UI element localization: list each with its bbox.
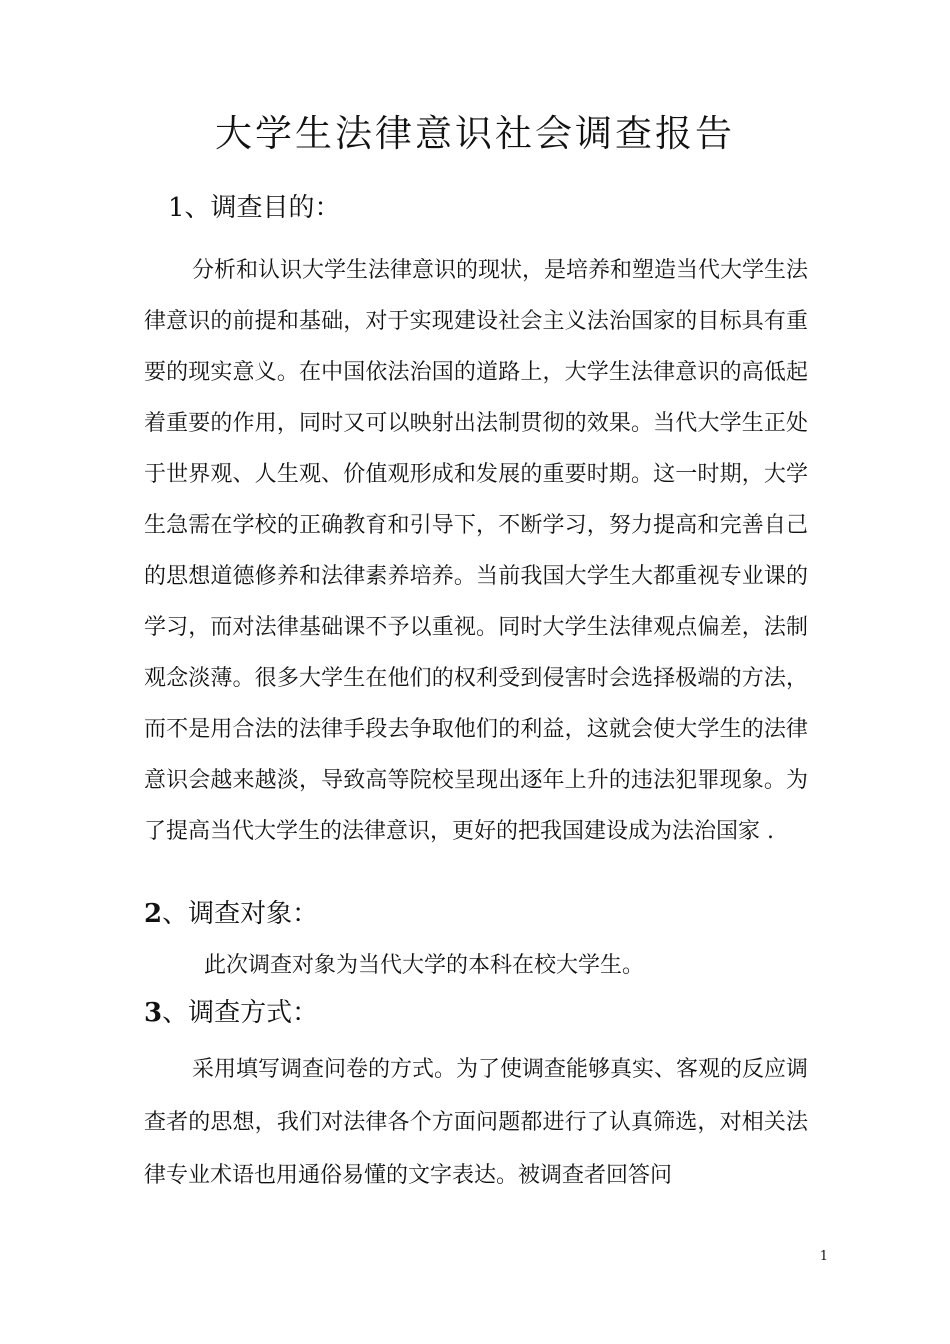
section-paragraph-subject: 此次调查对象为当代大学的本科在校大学生。 [204, 953, 645, 978]
section-number: 1 [168, 193, 185, 223]
section-heading-text: 、调查目的： [184, 193, 341, 223]
section-number: 2 [144, 899, 163, 929]
section-paragraph-purpose: 分析和认识大学生法律意识的现状，是培养和塑造当代大学生法律意识的前提和基础，对于实现建设社会主义法治国家的目标具有重要的现实意义。在中国依法治国的道路上，大学生法律意识的高低起着重要的作用，同时又可以映射出法制贯彻的效果。当代大学生正处于世界观、人生观、价值观形成和发展的重要时期。这一时期，大学生急需在学校的正确教育和引导下，不断学习，努力提高和完善自己的思想道德修养和法律素养培养。当前我国大学生大都重视专业课的学习，而对法律基础课不予以重视。同时大学生法律观点偏差，法制观念淡薄。很多大学生在他们的权利受到侵害时会选择极端的方法，而不是用合法的法律手段去争取他们的利益，这就会使大学生的法律意识会越来越淡，导致高等院校呈现出逐年上升的违法犯罪现象。为了提高当代大学生的法律意识，更好的把我国建设成为法治国家 . [144, 258, 809, 844]
section-heading-subject [144, 896, 318, 932]
section-number: 3 [144, 998, 163, 1028]
section-heading-text: 、调查对象： [162, 899, 319, 929]
section-paragraph-method: 采用填写调查问卷的方式。为了使调查能够真实、客观的反应调查者的思想，我们对法律各个方面问题都进行了认真筛选，对相关法律专业术语也用通俗易懂的文字表达。被调查者回答问 [144, 1057, 809, 1188]
document-title: 大学生法律意识社会调查报告 [215, 112, 735, 155]
section-heading-text: 、调查方式： [162, 998, 319, 1028]
section-heading-method [144, 995, 318, 1031]
section-heading-purpose [168, 190, 341, 226]
page-number: 1 [819, 1249, 828, 1264]
